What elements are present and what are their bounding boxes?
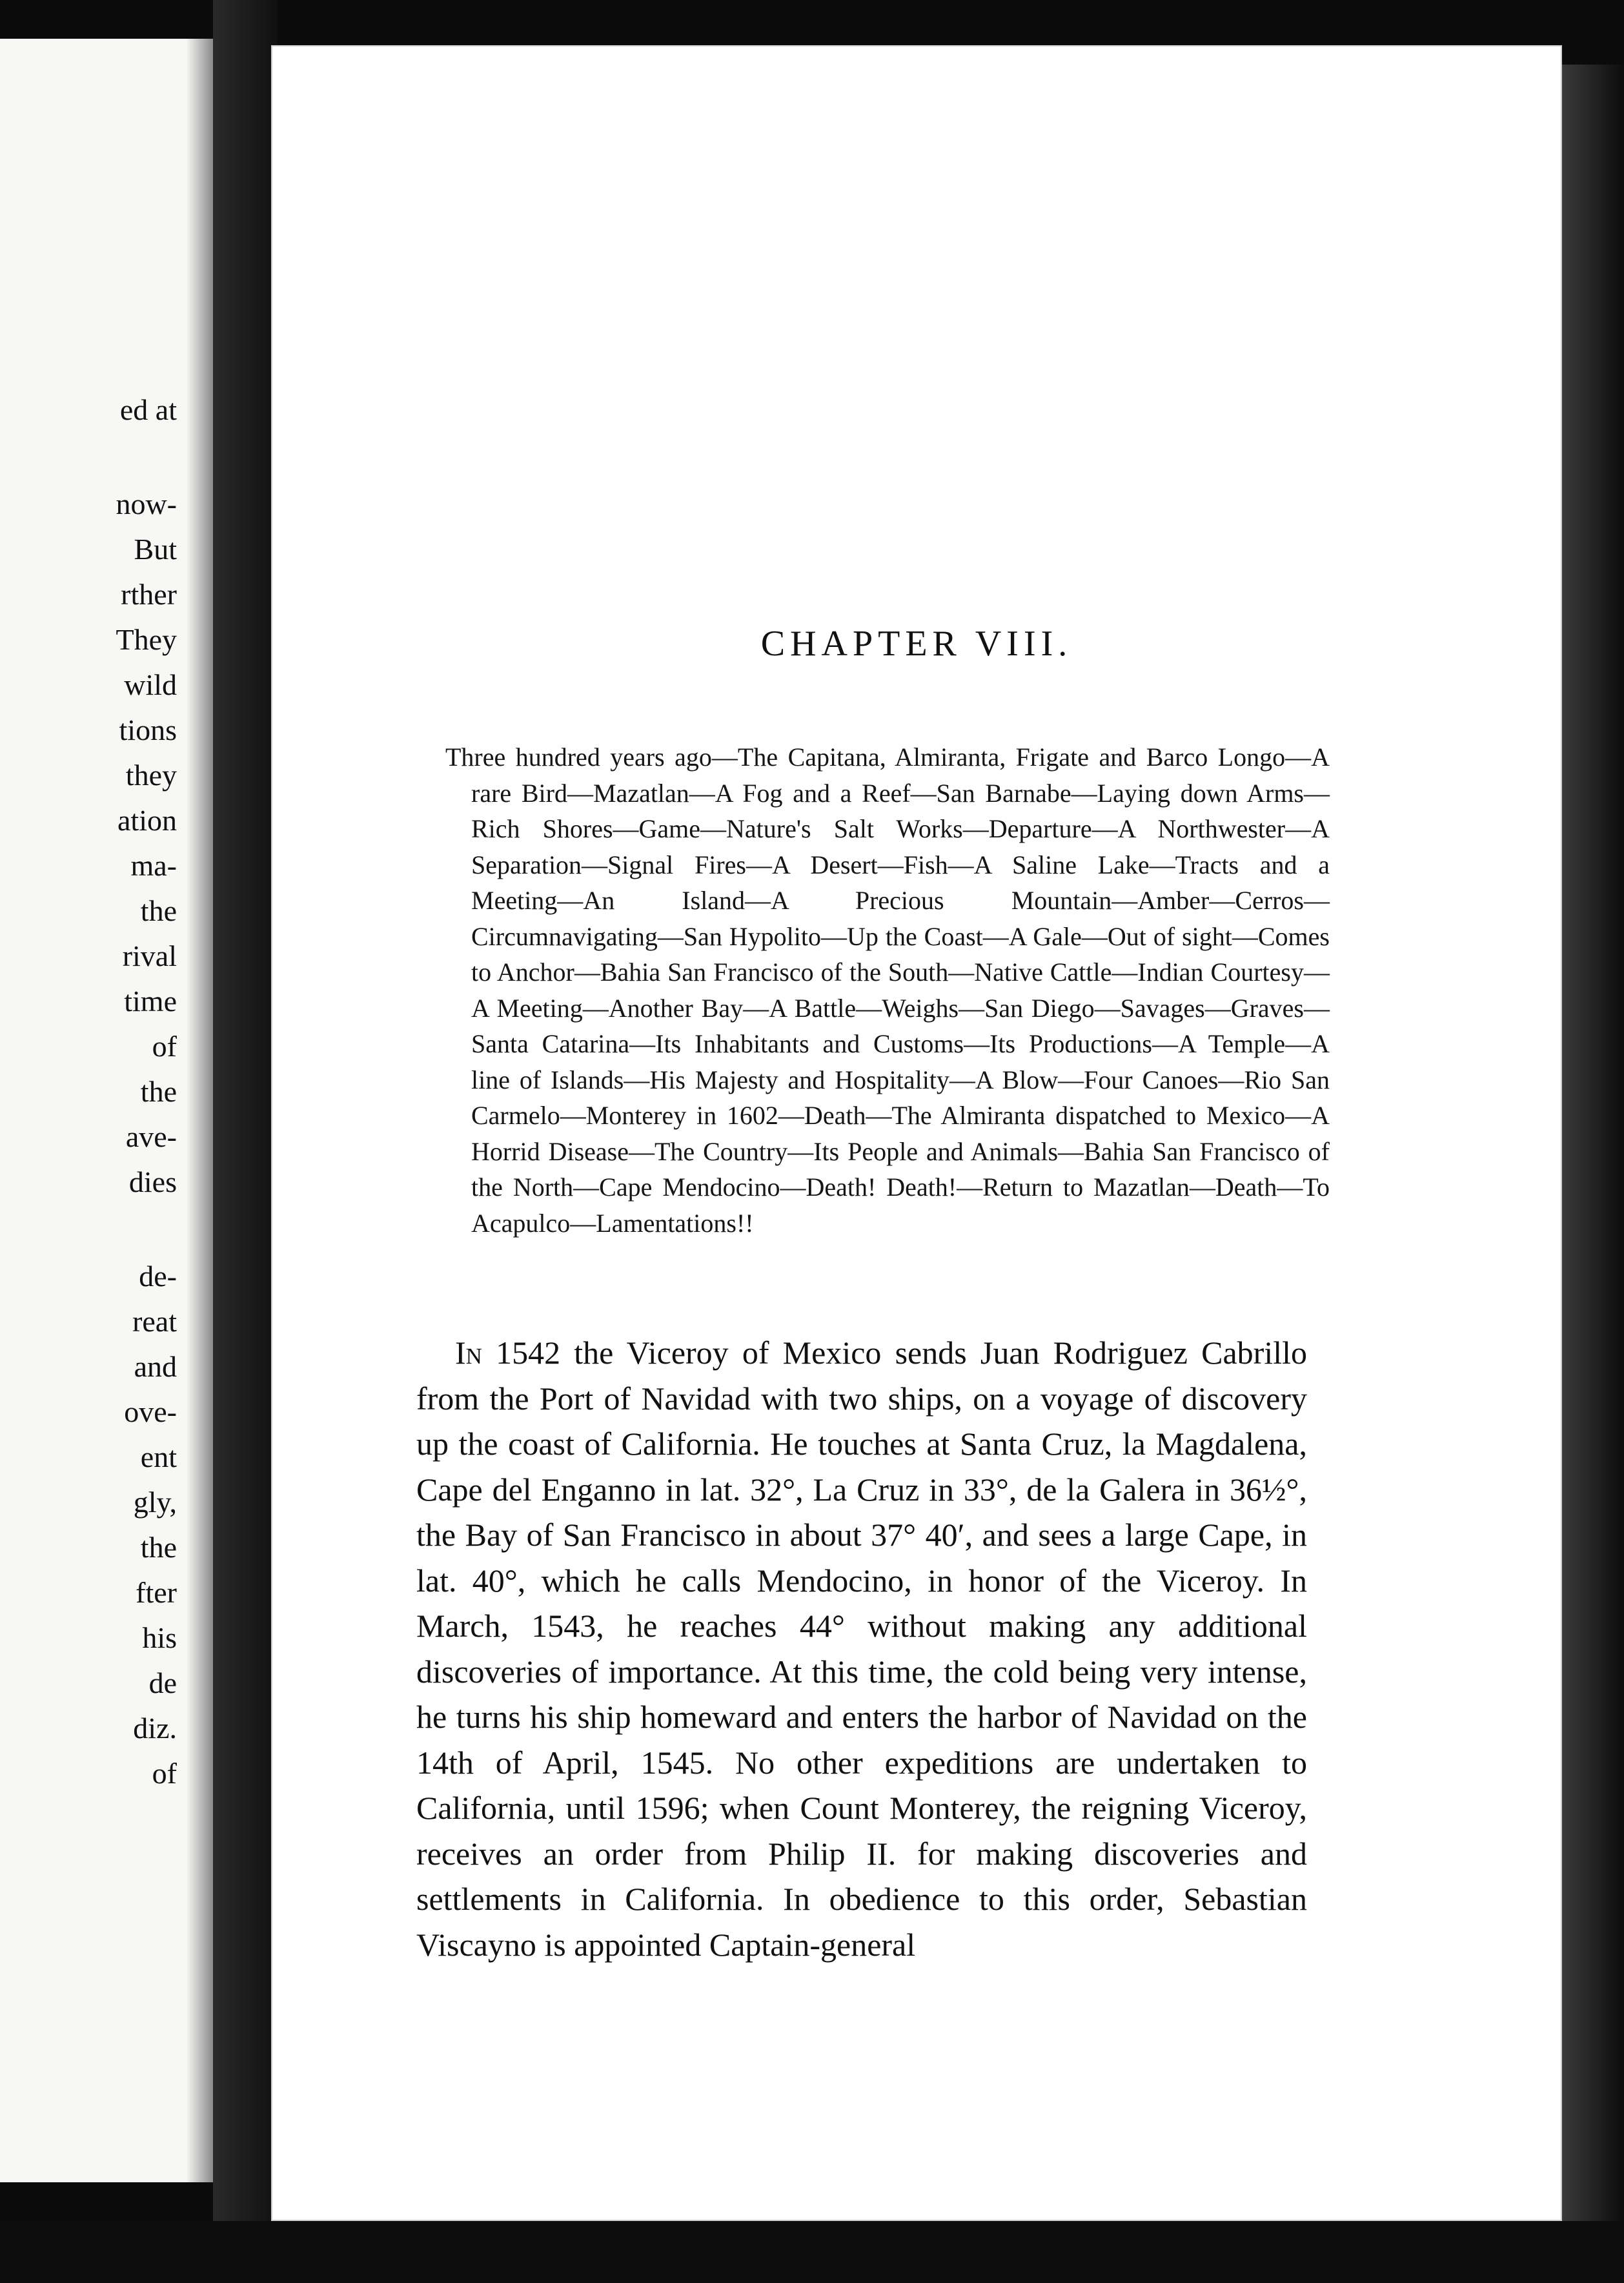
left-line: rival: [122, 939, 177, 972]
right-page: [271, 45, 1562, 2221]
left-line: de-: [139, 1260, 177, 1293]
chapter-synopsis: Three hundred years ago—The Capitana, Almiranta, Frigate and Barco Longo—A rare Bird—Mazatlan—A Fog and a Reef—San Barnabe—Laying down Arms—Rich Shores—Game—Nature's Salt Works—Departure—A Northwester—A Separation—Signal Fires—A Desert—Fish—A Saline Lake—Tracts and a Meeting—An Island—A Precious Mountain—Amber—Cerros—Circumnavigating—San Hypolito—Up the Coast—A Gale—Out of sight—Comes to Anchor—Bahia San Francisco of the South—Native Cattle—Indian Courtesy—A Meeting—Another Bay—A Battle—Weighs—San Diego—Savages—Graves—Santa Catarina—Its Inhabitants and Customs—Its Productions—A Temple—A line of Islands—His Majesty and Hospitality—A Blow—Four Canoes—Rio San Carmelo—Monterey in 1602—Death—The Almiranta dispatched to Mexico—A Horrid Disease—The Country—Its People and Animals—Bahia San Francisco of the North—Cape Mendocino—Death! Death!—Return to Mazatlan—Death—To Acapulco—Lamentations!!: [445, 742, 1330, 1238]
left-line: ove-: [124, 1395, 177, 1428]
left-line: fter: [136, 1576, 177, 1609]
book-spine-shadow: [213, 0, 278, 2283]
left-line: dies: [128, 1165, 177, 1198]
left-line: ma-: [130, 849, 177, 882]
left-line: the: [140, 894, 177, 927]
left-line: ave-: [125, 1120, 177, 1153]
left-line-gap: [116, 1205, 177, 1254]
scan-bottom-border: [0, 2221, 1624, 2283]
left-line: de: [148, 1666, 177, 1699]
opening-word: In: [455, 1335, 482, 1371]
left-line: now-: [116, 487, 177, 520]
left-line: they: [125, 759, 177, 792]
left-line: tions: [119, 713, 177, 746]
left-line: wild: [124, 668, 177, 701]
left-page-gutter-shadow: [187, 39, 213, 2182]
left-line: of: [152, 1030, 177, 1063]
body-paragraph: [416, 1330, 1307, 1967]
left-line: the: [140, 1075, 177, 1108]
left-line: diz.: [133, 1712, 177, 1745]
chapter-title: CHAPTER VIII.: [760, 624, 1073, 664]
left-line: ation: [117, 804, 177, 837]
left-line: the: [140, 1531, 177, 1564]
left-line: time: [124, 985, 177, 1018]
left-line: gly,: [133, 1486, 177, 1519]
left-page-text-fragments: [116, 387, 177, 1796]
paragraph-text: 1542 the Viceroy of Mexico sends Juan Rodriguez Cabrillo from the Port of Navidad with two ships, on a voyage of discovery up the coast of California. He touches at Santa Cruz, la Magdalena, Cape del Enganno in lat. 32°, La Cruz in 33°, de la Galera in 36½°, the Bay of San Francisco in about 37° 40′, and sees a large Cape, in lat. 40°, which he calls Mendocino, in honor of the Viceroy. In March, 1543, he reaches 44° without making any additional discoveries of importance. At this time, the cold being very intense, he turns his ship homeward and enters the harbor of Navidad on the 14th of April, 1545. No other expeditions are undertaken to California, until 1596; when Count Monterey, the reigning Viceroy, receives an order from Philip II. for making discoveries and settlements in California. In obedience to this order, Sebastian Viscayno is appointed Captain-general: [416, 1335, 1307, 1963]
left-line: But: [134, 533, 177, 566]
left-facing-page: [0, 39, 215, 2182]
left-line: They: [116, 623, 177, 656]
left-line: reat: [132, 1305, 177, 1338]
page-edge-shadow: [1562, 65, 1624, 2221]
left-line: his: [142, 1621, 177, 1654]
left-line: and: [134, 1350, 177, 1383]
left-line: of: [152, 1757, 177, 1790]
left-line: ed at: [119, 393, 177, 426]
left-line: ent: [140, 1440, 177, 1473]
left-line: rther: [121, 578, 177, 611]
left-line-gap: [116, 433, 177, 482]
